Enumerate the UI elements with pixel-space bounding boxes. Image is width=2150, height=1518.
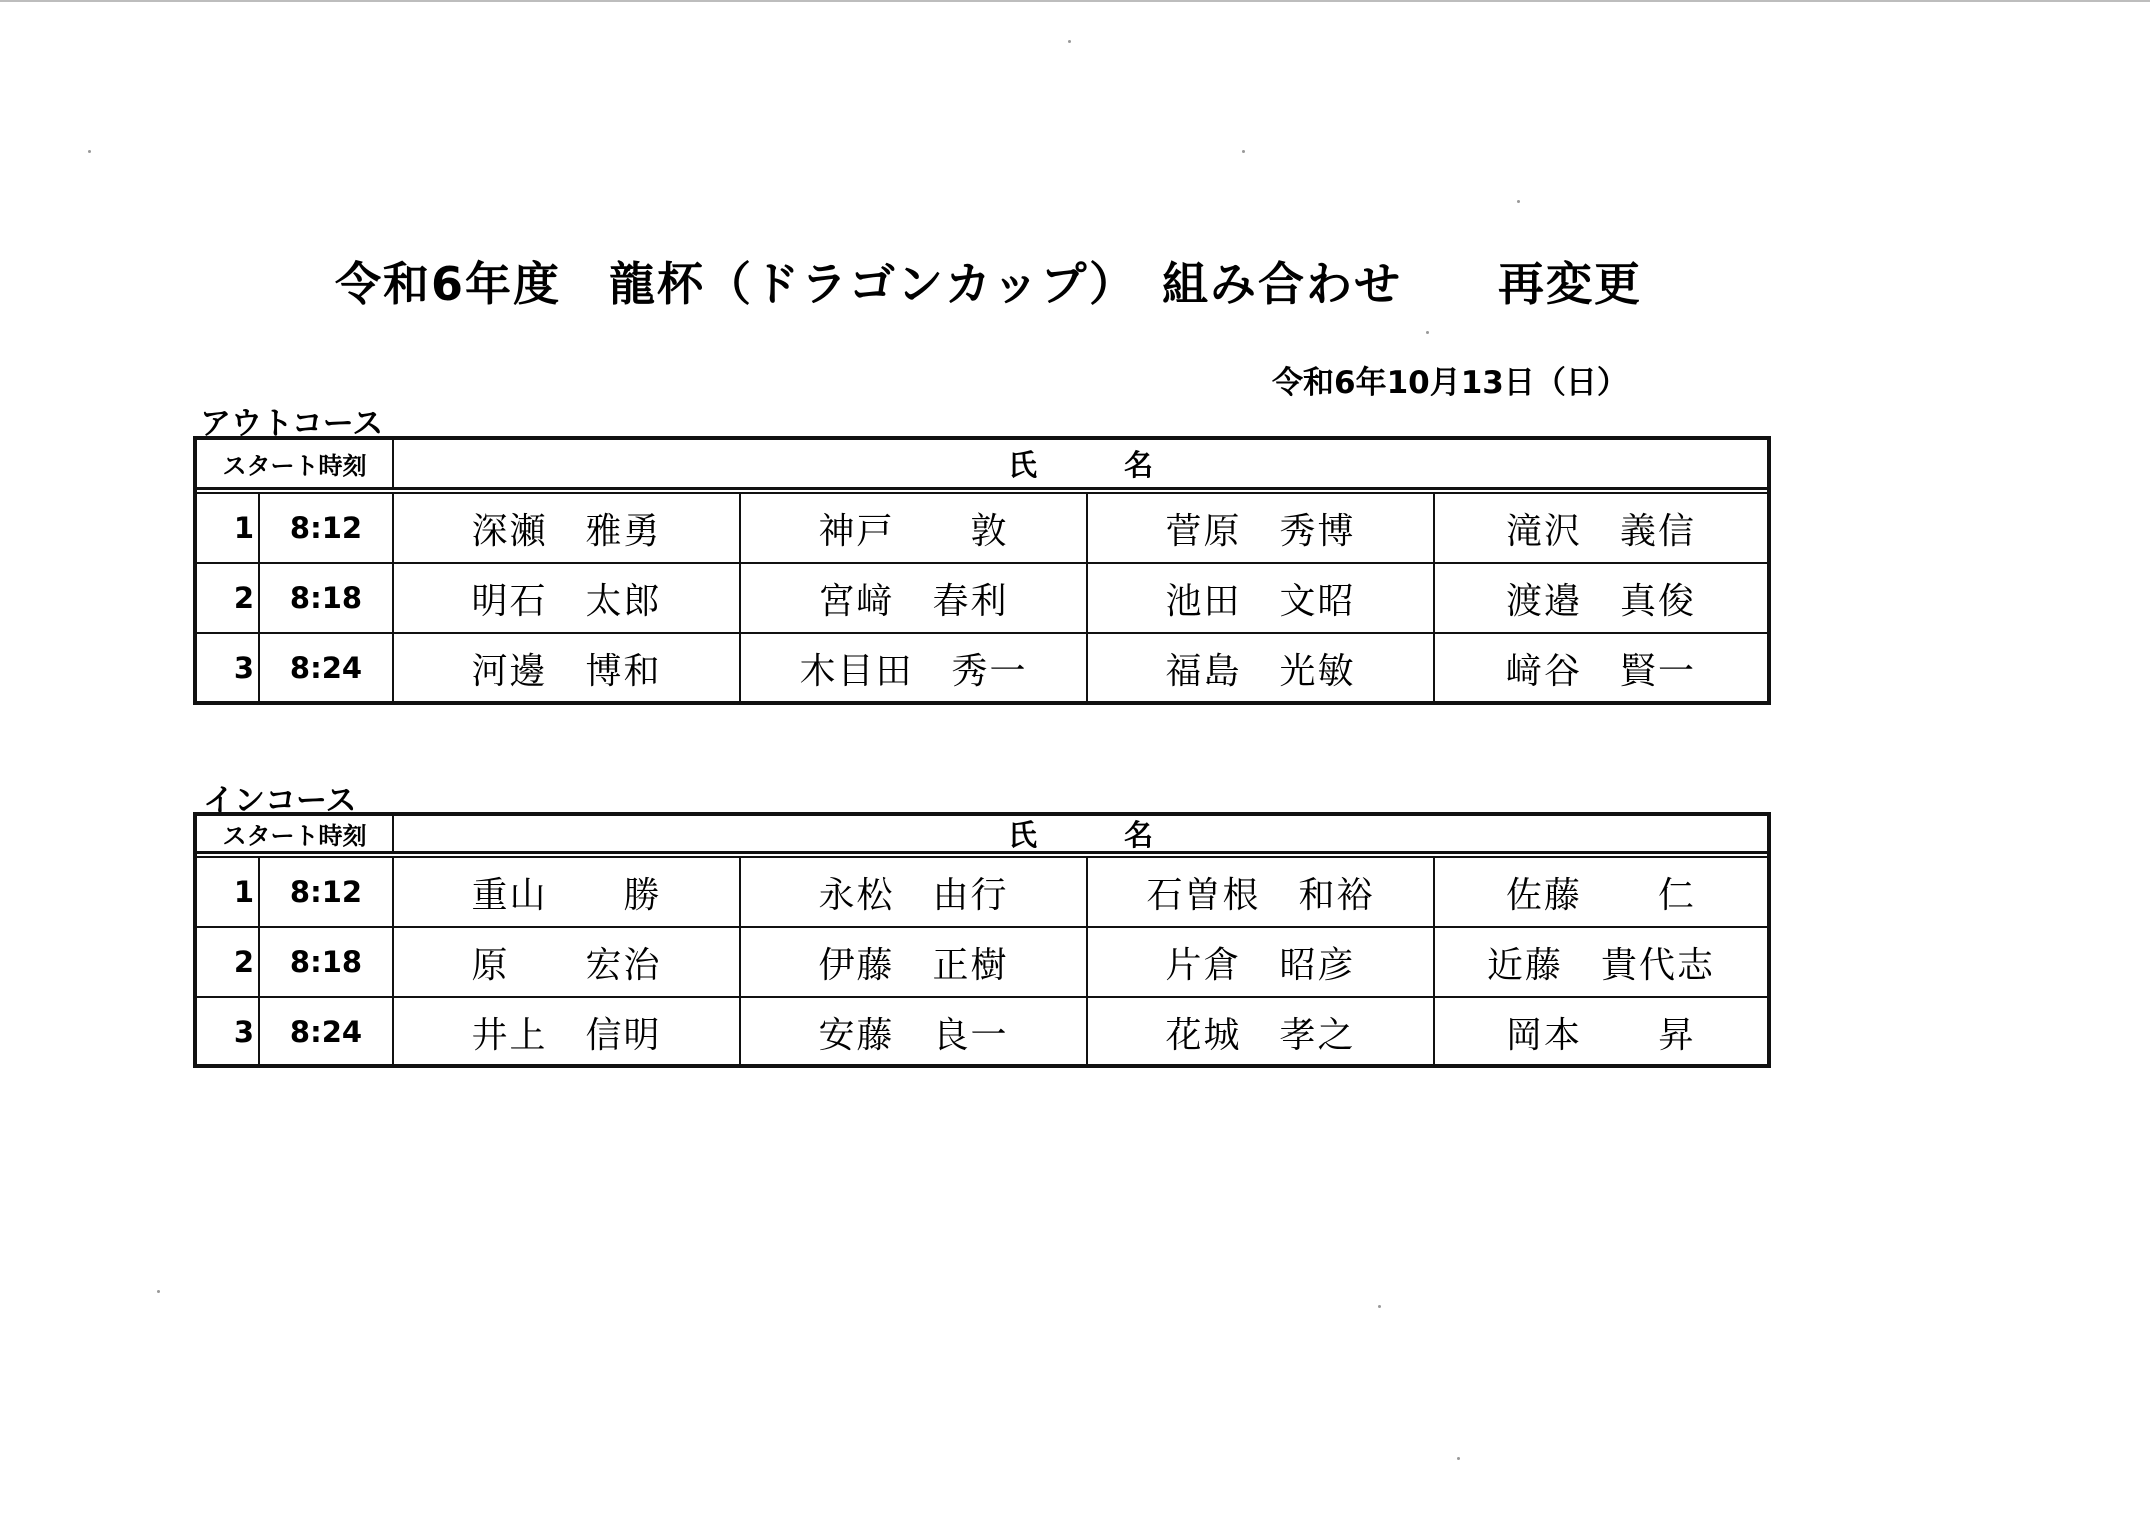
player-name: 岡本 昇 <box>1505 1014 1696 1056</box>
start-time: 8:12 <box>260 494 394 562</box>
group-number: 1 <box>197 858 260 926</box>
group-number: 2 <box>197 564 260 632</box>
player-name: 安藤 良一 <box>741 998 1088 1066</box>
table-header <box>197 440 1767 490</box>
out-course-table <box>193 436 1771 705</box>
scan-speck <box>1457 1457 1460 1460</box>
page-top-edge <box>0 0 2150 2</box>
in-course-label: インコース <box>203 783 357 819</box>
scan-speck <box>88 150 91 153</box>
start-time: 8:24 <box>260 998 394 1066</box>
player-name: 神戸 敦 <box>741 494 1088 562</box>
player-name: 宮﨑 春利 <box>741 564 1088 632</box>
player-name: 明石 太郎 <box>394 564 741 632</box>
player-name: 近藤 貴代志 <box>1486 944 1715 986</box>
player-name: 重山 勝 <box>394 858 741 926</box>
player-name: 木目田 秀一 <box>741 634 1088 702</box>
table-row <box>197 494 1767 564</box>
scan-speck <box>1242 150 1245 153</box>
player-name: 花城 孝之 <box>1088 998 1435 1066</box>
player-name: 﨑谷 賢一 <box>1505 650 1696 692</box>
start-time-header: スタート時刻 <box>197 440 394 487</box>
scan-speck <box>1378 1305 1381 1308</box>
table-row <box>197 928 1767 998</box>
player-name: 井上 信明 <box>394 998 741 1066</box>
player-name: 菅原 秀博 <box>1088 494 1435 562</box>
player-name: 佐藤 仁 <box>1505 874 1696 916</box>
player-name: 滝沢 義信 <box>1505 510 1696 552</box>
table-row <box>197 858 1767 928</box>
player-name: 渡邉 真俊 <box>1505 580 1696 622</box>
table-row <box>197 634 1767 702</box>
player-name: 深瀬 雅勇 <box>394 494 741 562</box>
in-course-table <box>193 812 1771 1068</box>
scan-speck <box>157 1290 160 1293</box>
out-course-label: アウトコース <box>200 406 384 442</box>
table-row <box>197 998 1767 1066</box>
start-time-header: スタート時刻 <box>197 816 394 851</box>
name-header: 氏 名 <box>1007 818 1153 852</box>
player-name: 福島 光敏 <box>1088 634 1435 702</box>
player-name: 原 宏治 <box>394 928 741 996</box>
document-title: 令和6年度 龍杯（ドラゴンカップ） 組み合わせ 再変更 <box>335 257 1643 311</box>
player-name: 石曽根 和裕 <box>1088 858 1435 926</box>
table-header <box>197 816 1767 854</box>
start-time: 8:18 <box>260 928 394 996</box>
table-row <box>197 564 1767 634</box>
scan-speck <box>1068 40 1071 43</box>
player-name: 伊藤 正樹 <box>741 928 1088 996</box>
player-name: 永松 由行 <box>741 858 1088 926</box>
player-name: 片倉 昭彦 <box>1088 928 1435 996</box>
start-time: 8:18 <box>260 564 394 632</box>
player-name: 池田 文昭 <box>1088 564 1435 632</box>
scan-speck <box>1426 331 1429 334</box>
event-date: 令和6年10月13日（日） <box>1272 365 1628 401</box>
scan-speck <box>1517 200 1520 203</box>
group-number: 3 <box>197 634 260 702</box>
player-name: 河邊 博和 <box>394 634 741 702</box>
group-number: 1 <box>197 494 260 562</box>
start-time: 8:12 <box>260 858 394 926</box>
group-number: 3 <box>197 998 260 1066</box>
name-header: 氏 名 <box>1007 448 1153 482</box>
group-number: 2 <box>197 928 260 996</box>
start-time: 8:24 <box>260 634 394 702</box>
